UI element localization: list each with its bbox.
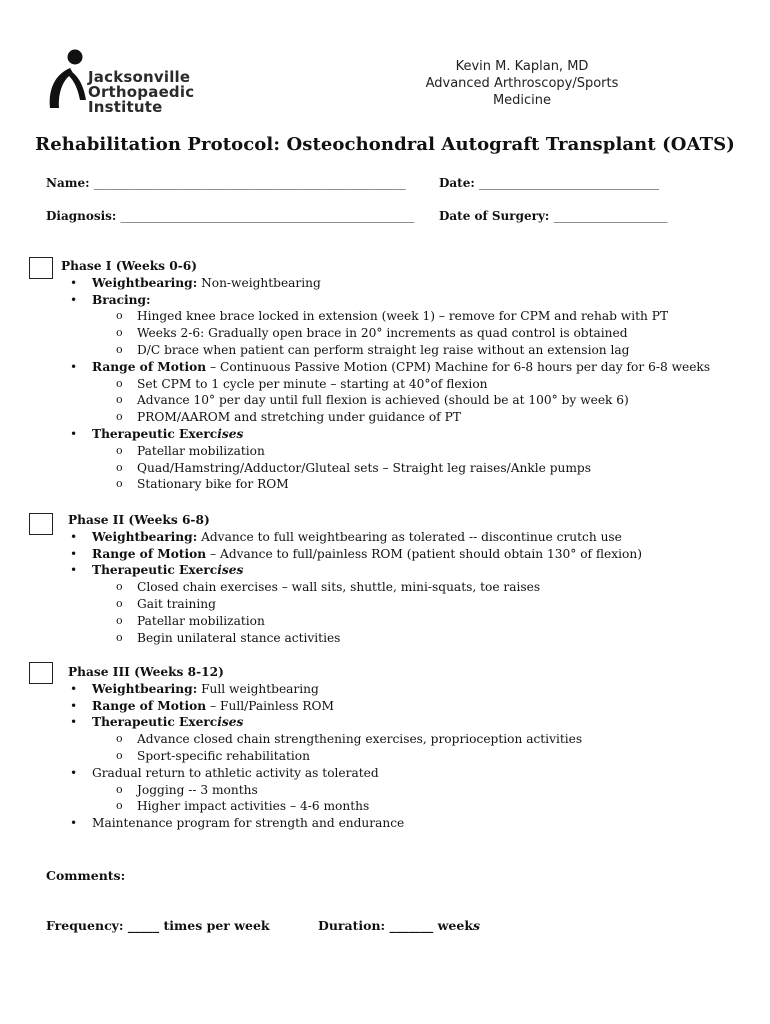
phase3-section — [46, 664, 582, 832]
doctor-specialty-line1: Advanced Arthroscopy/Sports — [425, 76, 619, 91]
duration-unit-suffix: s — [472, 918, 481, 933]
list-item: o Set CPM to 1 cycle per minute – starting at 40°of flexion — [46, 376, 710, 393]
list-item: o Advance 10° per day until full flexion is achieved (should be at 100° by week 6) — [46, 392, 710, 409]
list-item: • Range of Motion – Continuous Passive Motion (CPM) Machine for 6-8 hours per day for 6-8 weeks — [46, 359, 710, 376]
frequency-label: Frequency: — [46, 918, 124, 933]
diagnosis-blank[interactable]: _________________________________________________ — [120, 209, 415, 223]
list-item: o Advance closed chain strengthening exercises, proprioception activities — [46, 731, 582, 748]
list-item: o Jogging -- 3 months — [46, 782, 582, 799]
list-item: o Weeks 2-6: Gradually open brace in 20° increments as quad control is obtained — [46, 325, 710, 342]
list-item: o Gait training — [46, 596, 642, 613]
logo-text-line1: Jacksonville — [88, 68, 191, 86]
logo-text-line2: Orthopaedic — [88, 83, 195, 101]
list-item: o D/C brace when patient can perform straight leg raise without an extension lag — [46, 342, 710, 359]
list-item: o PROM/AAROM and stretching under guidance of PT — [46, 409, 710, 426]
date-blank[interactable]: ______________________________ — [478, 176, 659, 190]
list-item: o Quad/Hamstring/Adductor/Gluteal sets – Straight leg raises/Ankle pumps — [46, 460, 710, 477]
phase3-title: Phase III (Weeks 8-12) — [68, 665, 224, 679]
name-blank[interactable]: ____________________________________________________ — [93, 176, 406, 190]
date-label: Date: — [439, 176, 475, 190]
list-item: o Hinged knee brace locked in extension (week 1) – remove for CPM and rehab with PT — [46, 308, 710, 325]
frequency-blank[interactable]: _____ — [127, 918, 160, 933]
name-field[interactable] — [46, 176, 406, 190]
list-item: • Therapeutic Exercises — [46, 714, 582, 731]
list-item: o Patellar mobilization — [46, 443, 710, 460]
page-title: Rehabilitation Protocol: Osteochondral Autograft Transplant (OATS) — [35, 134, 735, 155]
list-item: o Sport-specific rehabilitation — [46, 748, 582, 765]
diagnosis-field[interactable] — [46, 209, 415, 223]
list-item: • Weightbearing: Advance to full weightbearing as tolerated -- discontinue crutch use — [46, 529, 642, 546]
list-item: • Maintenance program for strength and endurance — [46, 815, 582, 832]
list-item: • Weightbearing: Full weightbearing — [46, 681, 582, 698]
list-item: o Closed chain exercises – wall sits, shuttle, mini-squats, toe raises — [46, 579, 642, 596]
list-item: o Stationary bike for ROM — [46, 476, 710, 493]
list-item: • Bracing: — [46, 292, 710, 309]
duration-label: Duration: — [318, 918, 386, 933]
list-item: • Range of Motion – Full/Painless ROM — [46, 698, 582, 715]
date-of-surgery-field[interactable] — [439, 209, 668, 223]
list-item: • Gradual return to athletic activity as tolerated — [46, 765, 582, 782]
list-item: o Higher impact activities – 4-6 months — [46, 798, 582, 815]
list-item: o Patellar mobilization — [46, 613, 642, 630]
list-item: • Range of Motion – Advance to full/painless ROM (patient should obtain 130° of flexion) — [46, 546, 642, 563]
list-item: o Begin unilateral stance activities — [46, 630, 642, 647]
logo-text-line3: Institute — [88, 98, 163, 116]
duration-blank[interactable]: _______ — [389, 918, 434, 933]
doctor-name: Kevin M. Kaplan, MD — [455, 59, 589, 74]
name-label: Name: — [46, 176, 90, 190]
phase1-title: Phase I (Weeks 0-6) — [61, 259, 198, 273]
duration-field[interactable] — [318, 918, 480, 933]
phase1-section — [46, 258, 710, 493]
comments-label: Comments: — [46, 868, 126, 883]
diagnosis-label: Diagnosis: — [46, 209, 117, 223]
date-of-surgery-label: Date of Surgery: — [439, 209, 550, 223]
list-item: • Therapeutic Exercises — [46, 562, 642, 579]
frequency-unit: times per week — [159, 918, 270, 933]
phase2-section — [46, 512, 642, 646]
date-field[interactable] — [439, 176, 659, 190]
list-item: • Weightbearing: Non-weightbearing — [46, 275, 710, 292]
date-of-surgery-blank[interactable]: ___________________ — [553, 209, 668, 223]
doctor-specialty-line2: Medicine — [492, 93, 552, 108]
phase2-title: Phase II (Weeks 6-8) — [68, 513, 210, 527]
duration-unit: week — [433, 918, 473, 933]
list-item: • Therapeutic Exercises — [46, 426, 710, 443]
frequency-field[interactable] — [46, 918, 270, 933]
